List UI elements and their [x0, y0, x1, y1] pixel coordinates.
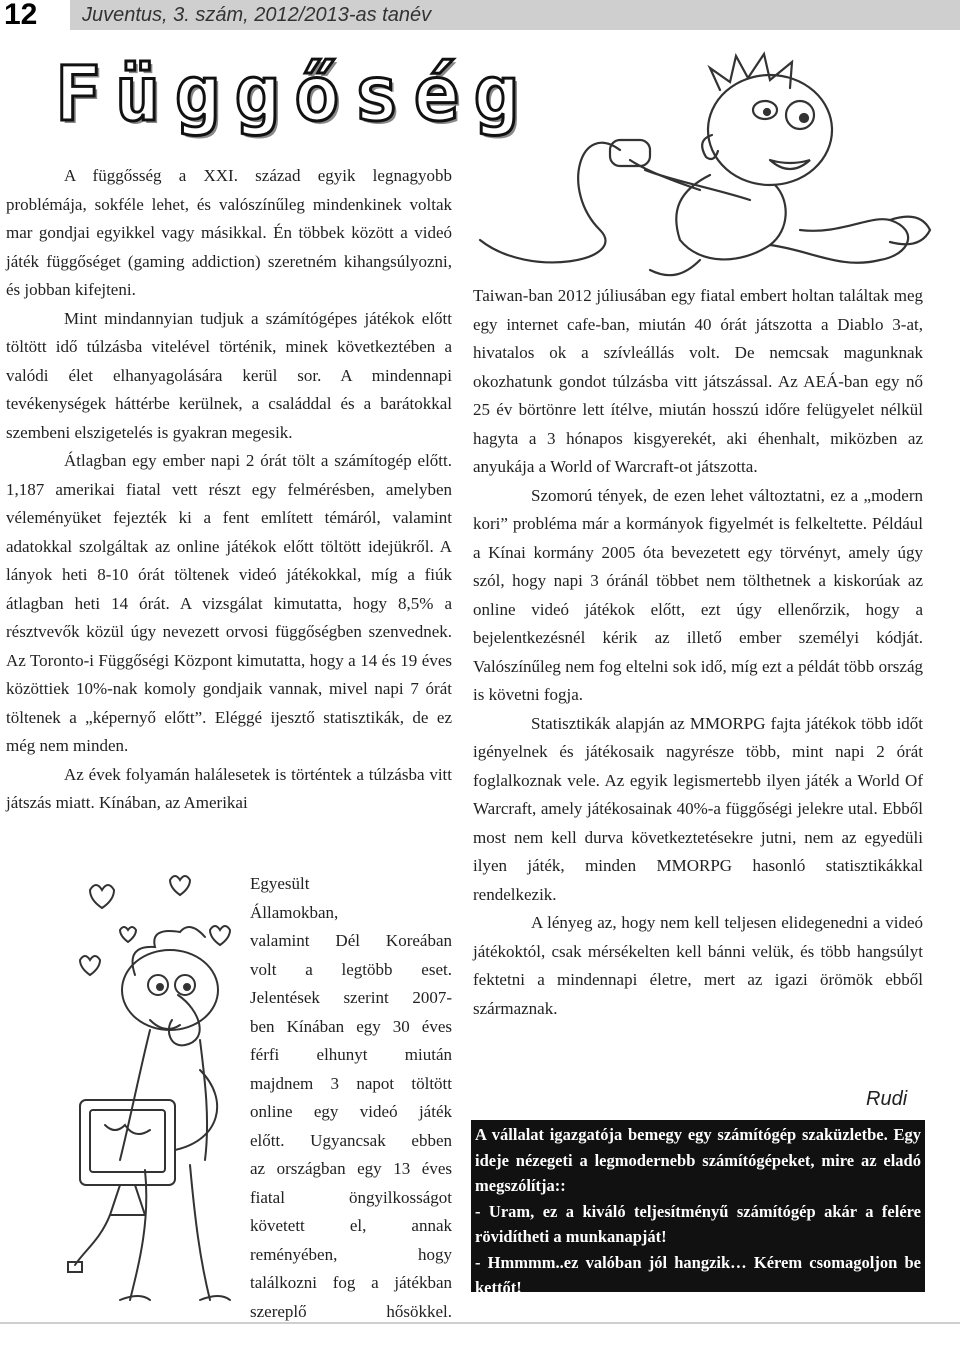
joke-line: - Uram, ez a kiváló teljesítményű számítógép akár a felére rövidítheti a munkanapját!	[475, 1201, 921, 1246]
wrapped-line: előtt. Ugyancsak ebben	[250, 1130, 452, 1150]
paragraph: A lényeg az, hogy nem kell teljesen elidegenedni a videó játékoktól, csak mérsékelten kell bánni velük, és több hangsúlyt fektetni a mindennapi életre, mert az igazi örömök ebből származnak.	[473, 913, 923, 1018]
issue-label: Juventus, 3. szám, 2012/2013-as tanév	[82, 4, 432, 26]
wrapped-line: Államokban,	[250, 902, 339, 922]
wrapped-line: az országban egy 13 éves	[250, 1159, 452, 1178]
wrapped-line: szereplő hősökkel.	[250, 1301, 452, 1321]
wrapped-line: férfi elhunyt miután	[250, 1045, 452, 1064]
author-signature: Rudi	[866, 1088, 908, 1110]
paragraph: Szomorú tények, de ezen lehet változtatni, ez a „modern kori” probléma már a kormányok figyelmét is felkeltette. Például a Kínai kormány 2005 óta bevezetett egy törvényt, amely úgy szól, hogy napi 3 óránál többet nem tölthetnek a kiskorúak az online videó játékok előtt, ezt úgy ellenőrzik, hogy a bejelentkezésnél kérik az illető ember személyi kódját. Valószínűleg nem fog eltelni sok idő, míg ezt a példát több ország is követni fogja.	[473, 485, 923, 704]
paragraph: A függősség a XXI. század egyik legnagyobb problémája, sokféle lehet, és valószínűleg mindenkinek voltak mar gondjai egyikkel vagy másikkal. Én többek között a videó játék függőséget (gaming addiction) szeretném kihangsúlyozni, és jobban kifejteni.	[6, 166, 452, 299]
wrapped-line: volt a legtöbb eset.	[250, 959, 452, 979]
right-column	[473, 282, 923, 1023]
wrapped-line: online egy videó játék	[250, 1102, 452, 1121]
wrapped-line: fiatal öngyilkosságot	[250, 1187, 452, 1207]
wrapped-line: valamint Dél Koreában	[250, 931, 452, 950]
paragraph: Átlagban egy ember napi 2 órát tölt a számítogép előtt. 1,187 amerikai fiatal vett részt egy felmérésben, amelyben véleményüket fejezték ki a fent említett témáról, valamint adatokkal szolgáltak az online játékok előtt töltött idejükről. A lányok heti 8-10 órát töltenek videó játékokkal, míg a fiúk átlagban heti 14 órát. A vizsgálat kimutatta, hogy 8,5% a résztvevők közül úgy nevezett orvosi függőségben szenvednek. Az Toronto-i Függőségi Központ kimutatta, hogy a 14 és 19 éves közöttiek 10%-nak komoly gondjaik vannak, mivel napi 7 órát töltenek a „képernyő előtt”. Eléggé ijesztő statisztikák, de ez még nem minden.	[6, 451, 452, 755]
joke-line: A vállalat igazgatója bemegy egy számítógép szaküzletbe. Egy ideje nézegeti a legmodernebb számítógépeket, mire az eladó megszólítja::	[475, 1125, 921, 1195]
wrapped-line: reményében, hogy	[250, 1244, 452, 1264]
wrapped-column	[250, 870, 452, 1326]
wrapped-line: ben Kínában egy 30 éves	[250, 1016, 452, 1036]
boy-gaming-cartoon-icon	[470, 40, 960, 290]
joke-line: - Hmmmm..ez valóban jól hangzik… Kérem csomagoljon be kettőt!	[475, 1252, 921, 1297]
wrapped-line: Egyesült	[250, 874, 310, 893]
wrapped-line: találkozni fog a játékban	[250, 1273, 452, 1292]
wrapped-line: majdnem 3 napot töltött	[250, 1073, 452, 1093]
wrapped-line: Jelentések szerint 2007-	[250, 988, 452, 1007]
paragraph: Taiwan-ban 2012 júliusában egy fiatal embert holtan találtak meg egy internet cafe-ban, miután 40 órát játszotta a Diablo 3-at, hivatalos ok a szívleállás volt. De nemcsak magunknak okozhatunk gondot túlzásba vitt játszással. Az AEÁ-ban egy nő 25 év börtönre lett ítélve, miután hosszú időre felügyelet nélkül hagyta a 3 hónapos kisgyerekét, aki éhenhalt, miközben az anyukája a World of Warcraft-ot játszotta.	[473, 286, 923, 476]
paragraph: Mint mindannyian tudjuk a számítógépes játékok előtt töltött idő túlzásba vitelével történik, minek következtében a valódi élet elhanyagolására kerül sor. A mindennapi tevékenységek háttérbe kerülnek, a családdal és a barátokkal szembeni elszigetelés is gyakran megesik.	[6, 308, 452, 442]
wrapped-line: követett el, annak	[250, 1216, 452, 1235]
page-number: 12	[0, 0, 70, 30]
left-column	[6, 162, 452, 818]
footer-divider	[0, 1322, 960, 1324]
paragraph: Statisztikák alapján az MMORPG fajta játékok több időt igényelnek és játékosaik nagyrésze több, mint napi 2 órát foglalkoznak vele. Az egyik legismertebb ilyen játék a World Of Warcraft, amely játékosainak 40%-a függőségi jelekre utal. Ebből most nem kell durva következtetésekre jutni, nem az egyedüli ilyen játék, minden MMORPG hasonló statisztikákkal rendelkezik.	[473, 713, 923, 904]
article-title: Függőség	[55, 49, 534, 138]
joke-box	[471, 1120, 925, 1297]
man-with-monitor-cartoon-icon	[60, 870, 250, 1310]
paragraph: Az évek folyamán halálesetek is történtek a túlzásba vitt játszás miatt. Kínában, az Amerikai	[6, 764, 452, 812]
